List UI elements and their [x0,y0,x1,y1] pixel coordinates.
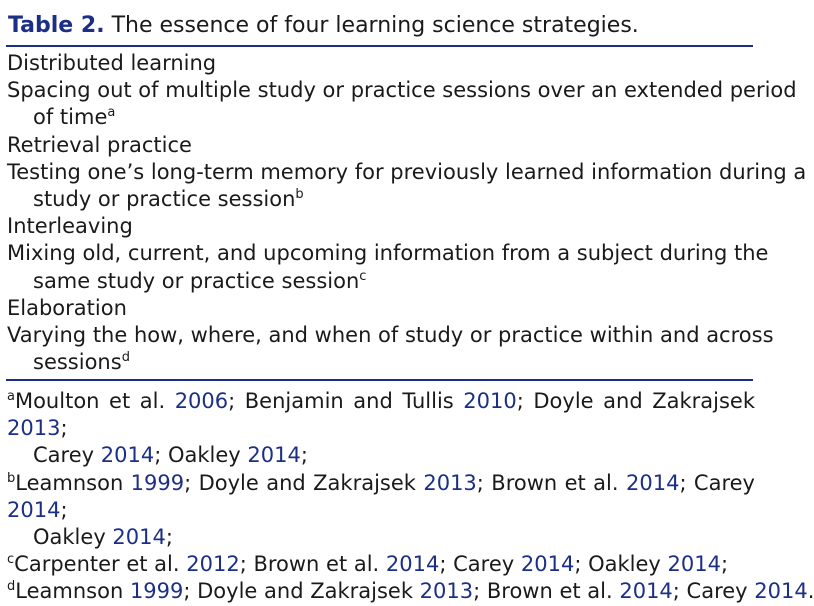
strategy-description-line: sessions$^d$ [33,350,130,375]
table-caption: The essence of four learning science strategies. [111,13,639,38]
footnote-mark: d [7,579,16,595]
citation-year-link[interactable]: 2014 [520,552,575,577]
citation-year-link[interactable]: 1999 [130,470,185,495]
table-footnotes [7,388,814,606]
citation-year-link[interactable]: 2014 [625,470,680,495]
citation-year-link[interactable]: 2014 [247,443,301,468]
footnote-marker[interactable]: d [121,350,130,366]
footnote-c-line1: $^c$Carpenter et al. 2012; Brown et al. 2014; Carey 2014; Oakley 2014; [7,552,729,577]
footnote-a-line2: Carey 2014; Oakley 2014; [33,443,308,468]
footnote-marker[interactable]: c [359,268,367,284]
citation-year-link[interactable]: 2013 [419,579,474,604]
citation-year-link[interactable]: 2012 [186,552,240,577]
strategy-description-line: of time$^a$ [33,105,116,130]
table-label: Table 2. [8,13,105,38]
citation-year-link[interactable]: 2014 [754,579,808,604]
strategy-description-line: same study or practice session$^c$ [33,268,367,293]
strategy-description-line: Testing one’s long-term memory for previously learned information during a [7,159,807,184]
footnote-marker[interactable]: b [295,187,304,203]
footnote-a-line1: $^a$Moulton et al. 2006; Benjamin and Tullis 2010; Doyle and Zakrajsek 2013; [7,389,755,441]
citation-year-link[interactable]: 2014 [100,443,155,468]
citation-year-link[interactable]: 2014 [385,552,440,577]
citation-year-link[interactable]: 2014 [619,579,673,604]
footnote-d-line1: $^d$Leamnson 1999; Doyle and Zakrajsek 2013; Brown et al. 2014; Carey 2014. [7,579,814,604]
footnote-marker[interactable]: a [107,105,116,121]
strategy-description-line: Mixing old, current, and upcoming information from a subject during the [7,241,769,266]
footnote-b-line1: $^b$Leamnson 1999; Doyle and Zakrajsek 2013; Brown et al. 2014; Carey 2014; [7,470,755,522]
bottom-rule [6,379,753,381]
strategy-description-line: Varying the how, where, and when of study or practice within and across [7,323,774,348]
footnote-mark: b [7,470,16,486]
strategy-name-interleaving: Interleaving [7,214,133,239]
citation-year-link[interactable]: 2014 [7,497,61,522]
citation-year-link[interactable]: 2014 [112,525,166,550]
top-rule [6,45,753,47]
citation-year-link[interactable]: 2013 [423,470,477,495]
strategy-description-line: study or practice session$^b$ [33,187,304,212]
strategy-name-elaboration: Elaboration [7,295,127,320]
strategy-name-distributed-learning: Distributed learning [7,51,217,75]
citation-year-link[interactable]: 2006 [174,389,229,413]
strategy-name-retrieval-practice: Retrieval practice [7,132,192,157]
citation-year-link[interactable]: 2010 [463,389,517,413]
citation-year-link[interactable]: 2013 [7,416,61,441]
table-body [7,50,807,376]
footnote-mark: a [7,389,15,404]
citation-year-link[interactable]: 1999 [129,579,184,604]
footnote-mark: c [7,552,15,568]
footnote-b-line2: Oakley 2014; [33,525,173,550]
strategy-description-line: Spacing out of multiple study or practice sessions over an extended period [7,78,797,103]
table-title [8,12,639,40]
citation-year-link[interactable]: 2014 [667,552,721,577]
